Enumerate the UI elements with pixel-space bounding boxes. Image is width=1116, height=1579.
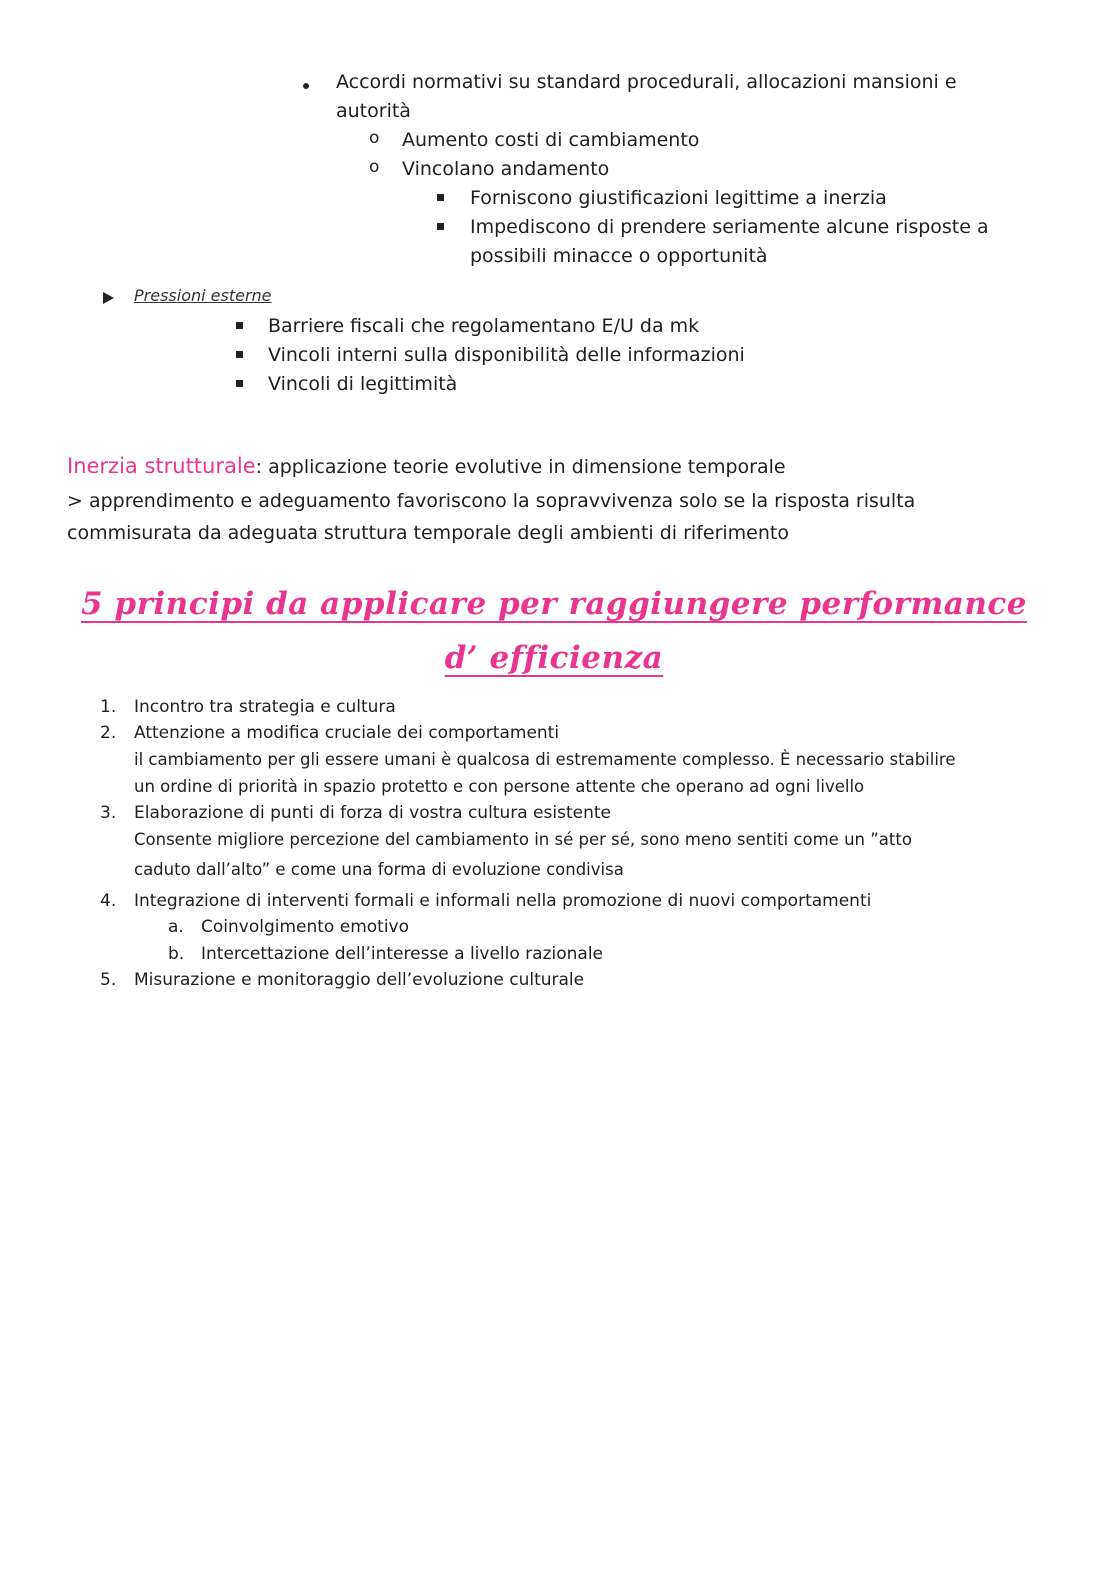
square-bullet-icon	[437, 223, 444, 230]
bullet-dot-icon	[303, 83, 309, 89]
list-item: Incontro tra strategia e cultura	[134, 697, 396, 717]
list-number: 4.	[100, 891, 117, 911]
paragraph-line: commisurata da adeguata struttura temporale degli ambienti di riferimento	[67, 522, 789, 544]
sub-list-letter: a.	[168, 917, 184, 937]
circle-bullet-icon: o	[369, 157, 380, 177]
section-label: Pressioni esterne	[134, 286, 272, 305]
section-heading: 5 principi da applicare per raggiungere performance	[81, 586, 1027, 622]
square-bullet-icon	[236, 380, 243, 387]
sub-list-item: Intercettazione dell’interesse a livello razionale	[201, 944, 604, 964]
definition-line	[67, 452, 786, 482]
list-item: Vincoli interni sulla disponibilità delle informazioni	[268, 344, 745, 366]
sub-list-item: Coinvolgimento emotivo	[201, 917, 410, 937]
list-number: 2.	[100, 723, 117, 743]
arrow-bullet-icon	[103, 292, 114, 304]
list-item: Accordi normativi su standard procedurali, allocazioni mansioni e	[336, 71, 957, 93]
square-bullet-icon	[236, 351, 243, 358]
sub-list-item: Aumento costi di cambiamento	[402, 129, 700, 151]
list-item: Misurazione e monitoraggio dell’evoluzione culturale	[134, 970, 585, 990]
list-item: Elaborazione di punti di forza di vostra cultura esistente	[134, 803, 611, 823]
subsub-list-item: Forniscono giustificazioni legittime a inerzia	[470, 187, 887, 209]
term-label: Inerzia strutturale	[67, 454, 256, 478]
sub-list-letter: b.	[168, 944, 185, 964]
list-item-detail: un ordine di priorità in spazio protetto e con persone attente che operano ad ogni livello	[134, 777, 865, 796]
subsub-list-item: Impediscono di prendere seriamente alcune risposte a	[470, 216, 989, 238]
list-item-detail: Consente migliore percezione del cambiamento in sé per sé, sono meno sentiti come un ”atto	[134, 830, 912, 849]
square-bullet-icon	[236, 322, 243, 329]
section-heading-line2: d’ efficienza	[444, 640, 664, 676]
list-item-detail: il cambiamento per gli essere umani è qualcosa di estremamente complesso. È necessario stabilire	[134, 750, 956, 769]
subsub-list-item-continuation: possibili minacce o opportunità	[470, 245, 768, 267]
list-item-detail: caduto dall’alto” e come una forma di evoluzione condivisa	[134, 860, 624, 879]
circle-bullet-icon: o	[369, 128, 380, 148]
sub-list-item: Vincolano andamento	[402, 158, 610, 180]
list-item: Vincoli di legittimità	[268, 373, 458, 395]
paragraph-line: > apprendimento e adeguamento favoriscono la sopravvivenza solo se la risposta risulta	[67, 490, 916, 512]
definition-text: : applicazione teorie evolutive in dimensione temporale	[255, 456, 786, 478]
list-item: Barriere fiscali che regolamentano E/U da mk	[268, 315, 700, 337]
list-item-continuation: autorità	[336, 100, 411, 122]
list-number: 1.	[100, 697, 117, 717]
list-number: 3.	[100, 803, 117, 823]
list-item: Attenzione a modifica cruciale dei comportamenti	[134, 723, 560, 743]
list-item: Integrazione di interventi formali e informali nella promozione di nuovi comportamenti	[134, 891, 872, 911]
list-number: 5.	[100, 970, 117, 990]
square-bullet-icon	[437, 194, 444, 201]
